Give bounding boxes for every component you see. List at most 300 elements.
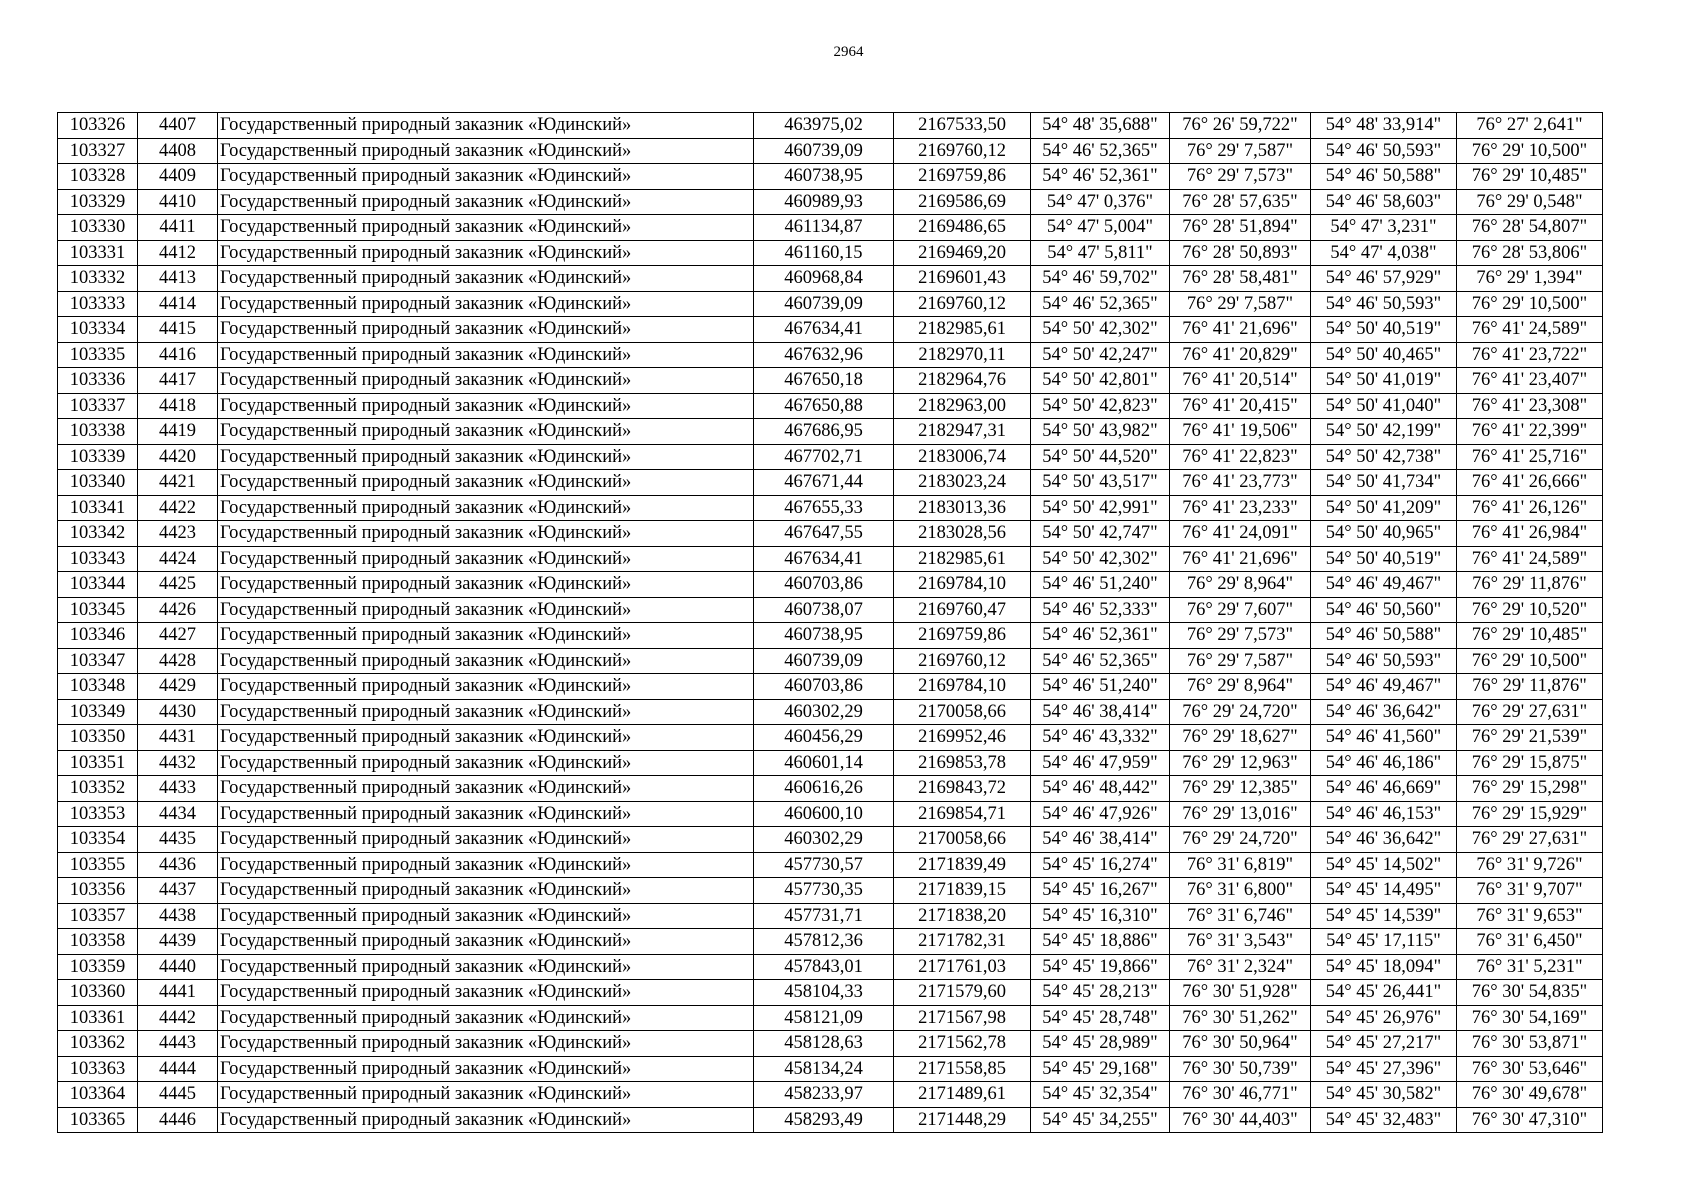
y-coordinate-cell: 2171448,29 <box>894 1107 1031 1133</box>
object-name-cell: Государственный природный заказник «Юдинский» <box>218 240 754 266</box>
point-number-cell: 4443 <box>138 1031 218 1057</box>
x-coordinate-cell: 458134,24 <box>754 1056 894 1082</box>
x-coordinate-cell: 467634,41 <box>754 317 894 343</box>
object-name-cell: Государственный природный заказник «Юдинский» <box>218 1031 754 1057</box>
longitude-2-cell: 76° 29' 10,485" <box>1457 623 1603 649</box>
point-number-cell: 4411 <box>138 215 218 241</box>
y-coordinate-cell: 2171579,60 <box>894 980 1031 1006</box>
y-coordinate-cell: 2171567,98 <box>894 1005 1031 1031</box>
object-name-cell: Государственный природный заказник «Юдинский» <box>218 138 754 164</box>
longitude-1-cell: 76° 29' 7,587" <box>1170 648 1311 674</box>
y-coordinate-cell: 2170058,66 <box>894 827 1031 853</box>
object-name-cell: Государственный природный заказник «Юдинский» <box>218 1107 754 1133</box>
record-id-cell: 103335 <box>58 342 138 368</box>
latitude-2-cell: 54° 45' 14,502" <box>1311 852 1457 878</box>
x-coordinate-cell: 460739,09 <box>754 138 894 164</box>
longitude-1-cell: 76° 26' 59,722" <box>1170 113 1311 139</box>
longitude-2-cell: 76° 41' 25,716" <box>1457 444 1603 470</box>
latitude-2-cell: 54° 47' 4,038" <box>1311 240 1457 266</box>
x-coordinate-cell: 463975,02 <box>754 113 894 139</box>
longitude-2-cell: 76° 30' 47,310" <box>1457 1107 1603 1133</box>
latitude-1-cell: 54° 46' 47,959" <box>1031 750 1170 776</box>
latitude-1-cell: 54° 46' 43,332" <box>1031 725 1170 751</box>
object-name-cell: Государственный природный заказник «Юдинский» <box>218 725 754 751</box>
latitude-2-cell: 54° 50' 41,734" <box>1311 470 1457 496</box>
latitude-1-cell: 54° 46' 48,442" <box>1031 776 1170 802</box>
x-coordinate-cell: 458121,09 <box>754 1005 894 1031</box>
longitude-1-cell: 76° 28' 57,635" <box>1170 189 1311 215</box>
table-row <box>58 495 1603 521</box>
record-id-cell: 103331 <box>58 240 138 266</box>
latitude-2-cell: 54° 46' 50,593" <box>1311 138 1457 164</box>
latitude-1-cell: 54° 50' 42,823" <box>1031 393 1170 419</box>
x-coordinate-cell: 460302,29 <box>754 699 894 725</box>
y-coordinate-cell: 2182963,00 <box>894 393 1031 419</box>
table-body <box>58 113 1603 1133</box>
longitude-2-cell: 76° 31' 6,450" <box>1457 929 1603 955</box>
record-id-cell: 103333 <box>58 291 138 317</box>
longitude-1-cell: 76° 30' 50,739" <box>1170 1056 1311 1082</box>
latitude-2-cell: 54° 46' 46,669" <box>1311 776 1457 802</box>
longitude-2-cell: 76° 30' 49,678" <box>1457 1082 1603 1108</box>
x-coordinate-cell: 467634,41 <box>754 546 894 572</box>
table-row <box>58 419 1603 445</box>
longitude-2-cell: 76° 30' 54,835" <box>1457 980 1603 1006</box>
latitude-2-cell: 54° 46' 46,153" <box>1311 801 1457 827</box>
table-row <box>58 138 1603 164</box>
point-number-cell: 4436 <box>138 852 218 878</box>
record-id-cell: 103340 <box>58 470 138 496</box>
object-name-cell: Государственный природный заказник «Юдинский» <box>218 827 754 853</box>
latitude-1-cell: 54° 47' 5,811" <box>1031 240 1170 266</box>
x-coordinate-cell: 457812,36 <box>754 929 894 955</box>
longitude-1-cell: 76° 29' 8,964" <box>1170 674 1311 700</box>
table-row <box>58 648 1603 674</box>
latitude-1-cell: 54° 47' 0,376" <box>1031 189 1170 215</box>
longitude-2-cell: 76° 29' 15,298" <box>1457 776 1603 802</box>
longitude-1-cell: 76° 41' 23,773" <box>1170 470 1311 496</box>
x-coordinate-cell: 457730,35 <box>754 878 894 904</box>
x-coordinate-cell: 460703,86 <box>754 674 894 700</box>
record-id-cell: 103355 <box>58 852 138 878</box>
latitude-1-cell: 54° 46' 52,361" <box>1031 164 1170 190</box>
y-coordinate-cell: 2169784,10 <box>894 674 1031 700</box>
latitude-1-cell: 54° 45' 16,267" <box>1031 878 1170 904</box>
y-coordinate-cell: 2169469,20 <box>894 240 1031 266</box>
table-row <box>58 342 1603 368</box>
latitude-2-cell: 54° 45' 18,094" <box>1311 954 1457 980</box>
latitude-1-cell: 54° 50' 42,801" <box>1031 368 1170 394</box>
record-id-cell: 103345 <box>58 597 138 623</box>
record-id-cell: 103328 <box>58 164 138 190</box>
record-id-cell: 103363 <box>58 1056 138 1082</box>
latitude-2-cell: 54° 46' 36,642" <box>1311 699 1457 725</box>
table-row <box>58 291 1603 317</box>
longitude-2-cell: 76° 29' 0,548" <box>1457 189 1603 215</box>
object-name-cell: Государственный природный заказник «Юдинский» <box>218 342 754 368</box>
x-coordinate-cell: 460739,09 <box>754 291 894 317</box>
latitude-2-cell: 54° 48' 33,914" <box>1311 113 1457 139</box>
object-name-cell: Государственный природный заказник «Юдинский» <box>218 317 754 343</box>
object-name-cell: Государственный природный заказник «Юдинский» <box>218 419 754 445</box>
object-name-cell: Государственный природный заказник «Юдинский» <box>218 597 754 623</box>
y-coordinate-cell: 2169843,72 <box>894 776 1031 802</box>
latitude-2-cell: 54° 45' 14,539" <box>1311 903 1457 929</box>
y-coordinate-cell: 2170058,66 <box>894 699 1031 725</box>
object-name-cell: Государственный природный заказник «Юдинский» <box>218 495 754 521</box>
record-id-cell: 103361 <box>58 1005 138 1031</box>
object-name-cell: Государственный природный заказник «Юдинский» <box>218 1082 754 1108</box>
y-coordinate-cell: 2169952,46 <box>894 725 1031 751</box>
y-coordinate-cell: 2169760,47 <box>894 597 1031 623</box>
object-name-cell: Государственный природный заказник «Юдинский» <box>218 1056 754 1082</box>
record-id-cell: 103329 <box>58 189 138 215</box>
object-name-cell: Государственный природный заказник «Юдинский» <box>218 801 754 827</box>
point-number-cell: 4424 <box>138 546 218 572</box>
table-row <box>58 189 1603 215</box>
table-row <box>58 1005 1603 1031</box>
table-row <box>58 546 1603 572</box>
latitude-2-cell: 54° 45' 17,115" <box>1311 929 1457 955</box>
latitude-2-cell: 54° 46' 57,929" <box>1311 266 1457 292</box>
point-number-cell: 4426 <box>138 597 218 623</box>
object-name-cell: Государственный природный заказник «Юдинский» <box>218 929 754 955</box>
point-number-cell: 4427 <box>138 623 218 649</box>
record-id-cell: 103343 <box>58 546 138 572</box>
longitude-2-cell: 76° 29' 11,876" <box>1457 674 1603 700</box>
table-row <box>58 521 1603 547</box>
table-row <box>58 1107 1603 1133</box>
longitude-1-cell: 76° 31' 2,324" <box>1170 954 1311 980</box>
record-id-cell: 103360 <box>58 980 138 1006</box>
object-name-cell: Государственный природный заказник «Юдинский» <box>218 470 754 496</box>
latitude-2-cell: 54° 45' 27,396" <box>1311 1056 1457 1082</box>
object-name-cell: Государственный природный заказник «Юдинский» <box>218 674 754 700</box>
longitude-2-cell: 76° 30' 53,871" <box>1457 1031 1603 1057</box>
longitude-2-cell: 76° 41' 22,399" <box>1457 419 1603 445</box>
latitude-2-cell: 54° 45' 14,495" <box>1311 878 1457 904</box>
point-number-cell: 4418 <box>138 393 218 419</box>
x-coordinate-cell: 461160,15 <box>754 240 894 266</box>
object-name-cell: Государственный природный заказник «Юдинский» <box>218 164 754 190</box>
object-name-cell: Государственный природный заказник «Юдинский» <box>218 444 754 470</box>
point-number-cell: 4421 <box>138 470 218 496</box>
record-id-cell: 103341 <box>58 495 138 521</box>
longitude-2-cell: 76° 41' 26,666" <box>1457 470 1603 496</box>
record-id-cell: 103338 <box>58 419 138 445</box>
y-coordinate-cell: 2169854,71 <box>894 801 1031 827</box>
latitude-1-cell: 54° 50' 43,517" <box>1031 470 1170 496</box>
longitude-2-cell: 76° 30' 54,169" <box>1457 1005 1603 1031</box>
longitude-1-cell: 76° 28' 51,894" <box>1170 215 1311 241</box>
table-row <box>58 572 1603 598</box>
latitude-1-cell: 54° 45' 28,989" <box>1031 1031 1170 1057</box>
longitude-1-cell: 76° 29' 7,607" <box>1170 597 1311 623</box>
point-number-cell: 4425 <box>138 572 218 598</box>
x-coordinate-cell: 460738,07 <box>754 597 894 623</box>
record-id-cell: 103365 <box>58 1107 138 1133</box>
latitude-2-cell: 54° 46' 41,560" <box>1311 725 1457 751</box>
point-number-cell: 4415 <box>138 317 218 343</box>
latitude-1-cell: 54° 46' 47,926" <box>1031 801 1170 827</box>
y-coordinate-cell: 2182947,31 <box>894 419 1031 445</box>
point-number-cell: 4409 <box>138 164 218 190</box>
object-name-cell: Государственный природный заказник «Юдинский» <box>218 368 754 394</box>
x-coordinate-cell: 458293,49 <box>754 1107 894 1133</box>
y-coordinate-cell: 2183023,24 <box>894 470 1031 496</box>
table-row <box>58 750 1603 776</box>
page-number: 2964 <box>833 44 864 60</box>
latitude-1-cell: 54° 50' 42,747" <box>1031 521 1170 547</box>
latitude-1-cell: 54° 46' 52,365" <box>1031 291 1170 317</box>
longitude-2-cell: 76° 29' 1,394" <box>1457 266 1603 292</box>
longitude-2-cell: 76° 28' 54,807" <box>1457 215 1603 241</box>
point-number-cell: 4434 <box>138 801 218 827</box>
object-name-cell: Государственный природный заказник «Юдинский» <box>218 521 754 547</box>
latitude-1-cell: 54° 50' 42,247" <box>1031 342 1170 368</box>
longitude-1-cell: 76° 41' 23,233" <box>1170 495 1311 521</box>
latitude-2-cell: 54° 50' 41,019" <box>1311 368 1457 394</box>
table-row <box>58 240 1603 266</box>
object-name-cell: Государственный природный заказник «Юдинский» <box>218 113 754 139</box>
table-row <box>58 674 1603 700</box>
object-name-cell: Государственный природный заказник «Юдинский» <box>218 266 754 292</box>
y-coordinate-cell: 2169759,86 <box>894 164 1031 190</box>
latitude-2-cell: 54° 46' 50,588" <box>1311 164 1457 190</box>
latitude-2-cell: 54° 46' 50,560" <box>1311 597 1457 623</box>
x-coordinate-cell: 460601,14 <box>754 750 894 776</box>
y-coordinate-cell: 2183006,74 <box>894 444 1031 470</box>
latitude-2-cell: 54° 46' 49,467" <box>1311 572 1457 598</box>
record-id-cell: 103332 <box>58 266 138 292</box>
record-id-cell: 103327 <box>58 138 138 164</box>
longitude-2-cell: 76° 29' 21,539" <box>1457 725 1603 751</box>
longitude-2-cell: 76° 27' 2,641" <box>1457 113 1603 139</box>
x-coordinate-cell: 457730,57 <box>754 852 894 878</box>
latitude-2-cell: 54° 50' 42,199" <box>1311 419 1457 445</box>
x-coordinate-cell: 467650,18 <box>754 368 894 394</box>
table-row <box>58 215 1603 241</box>
record-id-cell: 103337 <box>58 393 138 419</box>
x-coordinate-cell: 460616,26 <box>754 776 894 802</box>
point-number-cell: 4437 <box>138 878 218 904</box>
longitude-2-cell: 76° 41' 26,984" <box>1457 521 1603 547</box>
longitude-2-cell: 76° 41' 23,308" <box>1457 393 1603 419</box>
point-number-cell: 4410 <box>138 189 218 215</box>
table-row <box>58 597 1603 623</box>
latitude-2-cell: 54° 45' 26,976" <box>1311 1005 1457 1031</box>
record-id-cell: 103346 <box>58 623 138 649</box>
longitude-1-cell: 76° 41' 20,829" <box>1170 342 1311 368</box>
latitude-1-cell: 54° 50' 42,302" <box>1031 317 1170 343</box>
record-id-cell: 103330 <box>58 215 138 241</box>
latitude-1-cell: 54° 46' 52,361" <box>1031 623 1170 649</box>
latitude-1-cell: 54° 50' 42,302" <box>1031 546 1170 572</box>
longitude-1-cell: 76° 29' 7,587" <box>1170 291 1311 317</box>
table-row <box>58 393 1603 419</box>
latitude-2-cell: 54° 50' 40,519" <box>1311 546 1457 572</box>
point-number-cell: 4446 <box>138 1107 218 1133</box>
table-row <box>58 317 1603 343</box>
object-name-cell: Государственный природный заказник «Юдинский» <box>218 648 754 674</box>
latitude-1-cell: 54° 46' 52,333" <box>1031 597 1170 623</box>
latitude-2-cell: 54° 50' 40,519" <box>1311 317 1457 343</box>
y-coordinate-cell: 2167533,50 <box>894 113 1031 139</box>
longitude-2-cell: 76° 29' 15,929" <box>1457 801 1603 827</box>
latitude-1-cell: 54° 45' 29,168" <box>1031 1056 1170 1082</box>
point-number-cell: 4407 <box>138 113 218 139</box>
object-name-cell: Государственный природный заказник «Юдинский» <box>218 572 754 598</box>
object-name-cell: Государственный природный заказник «Юдинский» <box>218 215 754 241</box>
latitude-1-cell: 54° 50' 42,991" <box>1031 495 1170 521</box>
point-number-cell: 4442 <box>138 1005 218 1031</box>
point-number-cell: 4417 <box>138 368 218 394</box>
object-name-cell: Государственный природный заказник «Юдинский» <box>218 699 754 725</box>
point-number-cell: 4429 <box>138 674 218 700</box>
x-coordinate-cell: 458104,33 <box>754 980 894 1006</box>
longitude-2-cell: 76° 28' 53,806" <box>1457 240 1603 266</box>
object-name-cell: Государственный природный заказник «Юдинский» <box>218 291 754 317</box>
longitude-2-cell: 76° 41' 23,722" <box>1457 342 1603 368</box>
longitude-1-cell: 76° 41' 19,506" <box>1170 419 1311 445</box>
table-row <box>58 852 1603 878</box>
x-coordinate-cell: 467632,96 <box>754 342 894 368</box>
object-name-cell: Государственный природный заказник «Юдинский» <box>218 980 754 1006</box>
table-row <box>58 368 1603 394</box>
record-id-cell: 103351 <box>58 750 138 776</box>
point-number-cell: 4439 <box>138 929 218 955</box>
record-id-cell: 103347 <box>58 648 138 674</box>
record-id-cell: 103352 <box>58 776 138 802</box>
latitude-1-cell: 54° 46' 51,240" <box>1031 572 1170 598</box>
object-name-cell: Государственный природный заказник «Юдинский» <box>218 776 754 802</box>
point-number-cell: 4431 <box>138 725 218 751</box>
longitude-2-cell: 76° 29' 27,631" <box>1457 827 1603 853</box>
latitude-2-cell: 54° 47' 3,231" <box>1311 215 1457 241</box>
longitude-1-cell: 76° 28' 58,481" <box>1170 266 1311 292</box>
y-coordinate-cell: 2171838,20 <box>894 903 1031 929</box>
record-id-cell: 103358 <box>58 929 138 955</box>
object-name-cell: Государственный природный заказник «Юдинский» <box>218 878 754 904</box>
latitude-2-cell: 54° 46' 36,642" <box>1311 827 1457 853</box>
longitude-1-cell: 76° 30' 46,771" <box>1170 1082 1311 1108</box>
record-id-cell: 103364 <box>58 1082 138 1108</box>
latitude-1-cell: 54° 45' 18,886" <box>1031 929 1170 955</box>
record-id-cell: 103336 <box>58 368 138 394</box>
object-name-cell: Государственный природный заказник «Юдинский» <box>218 852 754 878</box>
point-number-cell: 4441 <box>138 980 218 1006</box>
longitude-1-cell: 76° 30' 51,262" <box>1170 1005 1311 1031</box>
y-coordinate-cell: 2169586,69 <box>894 189 1031 215</box>
longitude-2-cell: 76° 31' 9,707" <box>1457 878 1603 904</box>
latitude-1-cell: 54° 45' 16,310" <box>1031 903 1170 929</box>
x-coordinate-cell: 467650,88 <box>754 393 894 419</box>
x-coordinate-cell: 461134,87 <box>754 215 894 241</box>
table-row <box>58 801 1603 827</box>
latitude-1-cell: 54° 46' 51,240" <box>1031 674 1170 700</box>
latitude-2-cell: 54° 46' 46,186" <box>1311 750 1457 776</box>
longitude-2-cell: 76° 41' 23,407" <box>1457 368 1603 394</box>
y-coordinate-cell: 2171489,61 <box>894 1082 1031 1108</box>
longitude-1-cell: 76° 30' 50,964" <box>1170 1031 1311 1057</box>
y-coordinate-cell: 2183028,56 <box>894 521 1031 547</box>
y-coordinate-cell: 2169759,86 <box>894 623 1031 649</box>
table-row <box>58 1056 1603 1082</box>
table-row <box>58 903 1603 929</box>
longitude-1-cell: 76° 29' 7,573" <box>1170 623 1311 649</box>
record-id-cell: 103357 <box>58 903 138 929</box>
record-id-cell: 103354 <box>58 827 138 853</box>
y-coordinate-cell: 2169601,43 <box>894 266 1031 292</box>
latitude-1-cell: 54° 45' 28,213" <box>1031 980 1170 1006</box>
x-coordinate-cell: 460703,86 <box>754 572 894 598</box>
longitude-2-cell: 76° 29' 10,520" <box>1457 597 1603 623</box>
x-coordinate-cell: 467647,55 <box>754 521 894 547</box>
longitude-1-cell: 76° 31' 6,819" <box>1170 852 1311 878</box>
record-id-cell: 103342 <box>58 521 138 547</box>
longitude-2-cell: 76° 29' 15,875" <box>1457 750 1603 776</box>
latitude-2-cell: 54° 46' 50,593" <box>1311 648 1457 674</box>
latitude-2-cell: 54° 46' 49,467" <box>1311 674 1457 700</box>
y-coordinate-cell: 2182985,61 <box>894 546 1031 572</box>
point-number-cell: 4435 <box>138 827 218 853</box>
latitude-1-cell: 54° 46' 38,414" <box>1031 699 1170 725</box>
coordinates-table <box>57 112 1603 1133</box>
table-row <box>58 470 1603 496</box>
latitude-1-cell: 54° 45' 19,866" <box>1031 954 1170 980</box>
point-number-cell: 4416 <box>138 342 218 368</box>
longitude-2-cell: 76° 29' 10,500" <box>1457 138 1603 164</box>
y-coordinate-cell: 2169486,65 <box>894 215 1031 241</box>
point-number-cell: 4438 <box>138 903 218 929</box>
y-coordinate-cell: 2182964,76 <box>894 368 1031 394</box>
table-row <box>58 980 1603 1006</box>
longitude-1-cell: 76° 29' 12,963" <box>1170 750 1311 776</box>
record-id-cell: 103344 <box>58 572 138 598</box>
latitude-1-cell: 54° 45' 16,274" <box>1031 852 1170 878</box>
record-id-cell: 103349 <box>58 699 138 725</box>
latitude-2-cell: 54° 45' 27,217" <box>1311 1031 1457 1057</box>
latitude-2-cell: 54° 45' 26,441" <box>1311 980 1457 1006</box>
longitude-2-cell: 76° 41' 26,126" <box>1457 495 1603 521</box>
longitude-2-cell: 76° 30' 53,646" <box>1457 1056 1603 1082</box>
x-coordinate-cell: 460600,10 <box>754 801 894 827</box>
point-number-cell: 4423 <box>138 521 218 547</box>
longitude-1-cell: 76° 29' 7,587" <box>1170 138 1311 164</box>
table-row <box>58 725 1603 751</box>
x-coordinate-cell: 460738,95 <box>754 623 894 649</box>
latitude-2-cell: 54° 45' 30,582" <box>1311 1082 1457 1108</box>
latitude-1-cell: 54° 48' 35,688" <box>1031 113 1170 139</box>
latitude-1-cell: 54° 46' 52,365" <box>1031 138 1170 164</box>
latitude-1-cell: 54° 46' 38,414" <box>1031 827 1170 853</box>
table-row <box>58 113 1603 139</box>
table-row <box>58 623 1603 649</box>
latitude-2-cell: 54° 50' 42,738" <box>1311 444 1457 470</box>
point-number-cell: 4422 <box>138 495 218 521</box>
longitude-1-cell: 76° 31' 6,746" <box>1170 903 1311 929</box>
latitude-2-cell: 54° 46' 50,588" <box>1311 623 1457 649</box>
y-coordinate-cell: 2171562,78 <box>894 1031 1031 1057</box>
longitude-2-cell: 76° 29' 10,500" <box>1457 648 1603 674</box>
point-number-cell: 4419 <box>138 419 218 445</box>
longitude-1-cell: 76° 29' 13,016" <box>1170 801 1311 827</box>
table-row <box>58 266 1603 292</box>
latitude-2-cell: 54° 50' 40,465" <box>1311 342 1457 368</box>
point-number-cell: 4428 <box>138 648 218 674</box>
longitude-1-cell: 76° 29' 24,720" <box>1170 827 1311 853</box>
longitude-1-cell: 76° 29' 8,964" <box>1170 572 1311 598</box>
